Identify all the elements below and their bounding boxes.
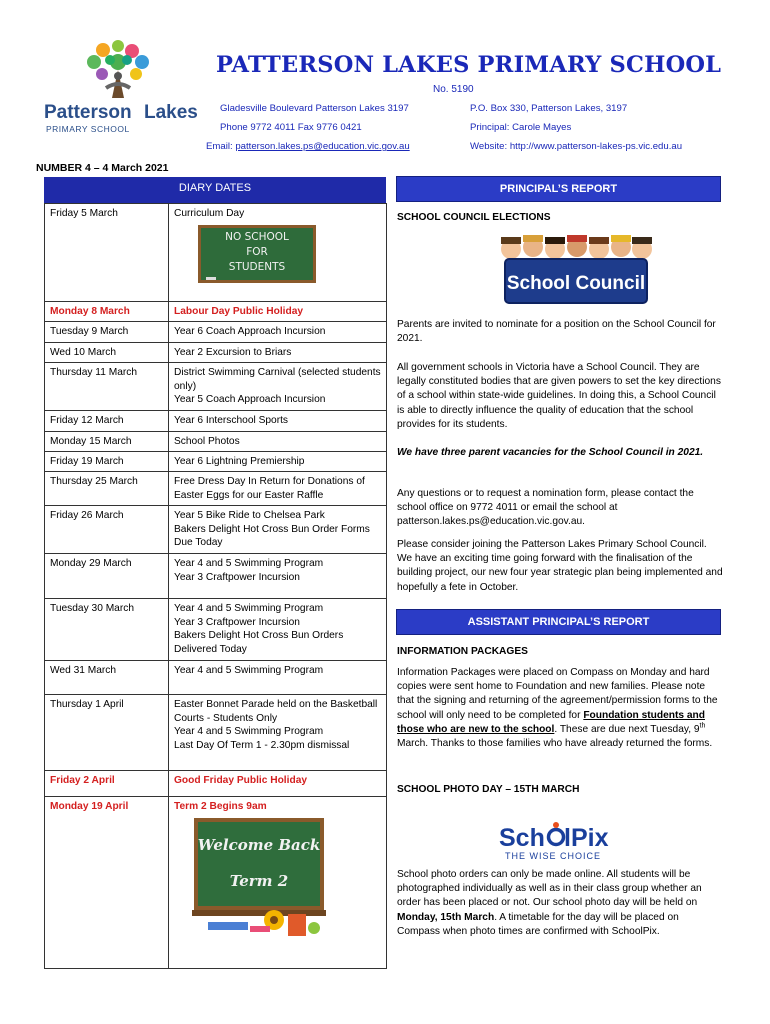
schoolpix-text-b: lPix <box>564 824 609 852</box>
school-council-sign: School Council <box>506 273 646 294</box>
chalk-line-1: NO SCHOOL <box>225 230 289 243</box>
phone-fax: Phone 9772 4011 Fax 9776 0421 <box>220 122 362 133</box>
diary-event: Good Friday Public Holiday <box>169 771 387 797</box>
diary-day: Wed 31 March <box>45 661 169 695</box>
diary-day: Friday 19 March <box>45 452 169 472</box>
photo-text-c: . A timetable for the day will be placed on Compass when photo times are confirmed with SchoolPix. <box>397 911 679 937</box>
diary-table <box>44 203 387 969</box>
table-row <box>45 599 387 661</box>
diary-event: Year 4 and 5 Swimming Program Year 3 Craftpower Incursion Bakers Delight Hot Cross Bun Orders Delivered Today <box>169 599 387 661</box>
school-council-heading: SCHOOL COUNCIL ELECTIONS <box>397 212 551 223</box>
diary-day: Monday 19 April <box>45 797 169 969</box>
table-row <box>45 302 387 322</box>
principal-paragraph-3 <box>397 446 723 460</box>
schoolpix-text-a: Sch <box>499 824 545 852</box>
table-row <box>45 695 387 771</box>
diary-day: Friday 2 April <box>45 771 169 797</box>
principal-paragraph-5: Please consider joining the Patterson Lakes Primary School Council. We have an exciting time going forward with the finalisation of the building project, our new four year strategic plan being implemented and hopefully a fete in October. <box>397 539 723 593</box>
diary-day: Thursday 25 March <box>45 472 169 506</box>
school-title: PATTERSON LAKES PRIMARY SCHOOL <box>216 52 722 78</box>
diary-day: Friday 5 March <box>45 204 169 302</box>
diary-day: Thursday 11 March <box>45 363 169 411</box>
diary-event: District Swimming Carnival (selected students only) Year 5 Coach Approach Incursion <box>169 363 387 411</box>
logo-subtitle: PRIMARY SCHOOL <box>46 124 130 134</box>
people-icon <box>501 235 652 259</box>
principal-paragraph-2: All government schools in Victoria have a School Council. They are legally constituted bodies that are given powers to set the key directions of a school within state-wide guidelines. In doing this, a School Council is able to directly influence the quality of education that the school provides for its students. <box>397 362 721 430</box>
table-row <box>45 472 387 506</box>
principal-name: Principal: Carole Mayes <box>470 122 572 133</box>
diary-day: Friday 12 March <box>45 411 169 432</box>
school-address: Gladesville Boulevard Patterson Lakes 3197 <box>220 103 409 114</box>
photo-text-date: Monday, 15th March <box>397 911 495 923</box>
photo-text-a: School photo orders can only be made online. All students will be photographed individually as well as in their class group whether an order has been placed or not. Our school photo day will be held on <box>397 869 702 909</box>
diary-event: Free Dress Day In Return for Donations of Easter Eggs for our Easter Raffle <box>169 472 387 506</box>
diary-day: Monday 29 March <box>45 554 169 599</box>
diary-day: Thursday 1 April <box>45 695 169 771</box>
diary-day: Tuesday 30 March <box>45 599 169 661</box>
photo-day-paragraph <box>397 868 723 939</box>
diary-event: Year 5 Bike Ride to Chelsea Park Bakers Delight Hot Cross Bun Order Forms Due Today <box>169 506 387 554</box>
chalk-line-2: FOR <box>246 245 268 258</box>
issue-number: NUMBER 4 – 4 March 2021 <box>36 162 169 174</box>
diary-day: Friday 26 March <box>45 506 169 554</box>
diary-event: Term 2 Begins 9am <box>174 801 267 812</box>
welcome-line-1: Welcome Back <box>197 835 321 854</box>
diary-day: Wed 10 March <box>45 343 169 363</box>
table-row <box>45 452 387 472</box>
diary-event: Easter Bonnet Parade held on the Basketball Courts - Students Only Year 4 and 5 Swimming Program Last Day Of Term 1 - 2.30pm dismissal <box>169 695 387 771</box>
po-box: P.O. Box 330, Patterson Lakes, 3197 <box>470 103 628 114</box>
table-row <box>45 661 387 695</box>
chalk-line-3: STUDENTS <box>228 260 286 273</box>
schoolpix-tagline: THE WISE CHOICE <box>504 851 602 861</box>
diary-day: Monday 8 March <box>45 302 169 322</box>
diary-day: Monday 15 March <box>45 432 169 452</box>
information-packages-heading: INFORMATION PACKAGES <box>397 646 528 657</box>
school-number: No. 5190 <box>433 84 474 95</box>
table-row <box>45 322 387 343</box>
diary-event: Year 4 and 5 Swimming Program <box>169 661 387 695</box>
welcome-back-chalkboard-icon <box>188 818 330 942</box>
diary-event-cell <box>169 204 387 302</box>
diary-event: Year 6 Interschool Sports <box>169 411 387 432</box>
welcome-line-2: Term 2 <box>229 871 289 890</box>
table-row <box>45 363 387 411</box>
website-link[interactable]: Website: http://www.patterson-lakes-ps.vic.edu.au <box>470 141 683 152</box>
schoolpix-logo <box>497 820 609 862</box>
diary-event: Year 2 Excursion to Briars <box>169 343 387 363</box>
diary-event: Year 4 and 5 Swimming Program Year 3 Craftpower Incursion <box>169 554 387 599</box>
email-link[interactable]: patterson.lakes.ps@education.vic.gov.au <box>235 141 410 152</box>
diary-event-cell <box>169 797 387 969</box>
table-row <box>45 432 387 452</box>
diary-event: Labour Day Public Holiday <box>169 302 387 322</box>
information-packages-paragraph <box>397 666 723 751</box>
diary-dates-header: DIARY DATES <box>44 177 386 203</box>
table-row <box>45 771 387 797</box>
table-row <box>45 204 387 302</box>
table-row <box>45 343 387 363</box>
info-text-a: Information Packages were placed on Compass on Monday and hard copies were sent home to Foundation and new families. Please note that the signing and returning of the agreement/permission forms to the school will only need to be completed for <box>397 667 718 721</box>
vacancies-text: We have three parent vacancies for the School Council in 2021. <box>397 447 704 458</box>
diary-event: Curriculum Day <box>174 208 245 219</box>
table-row <box>45 554 387 599</box>
logo-word-1: Patterson <box>44 102 132 123</box>
email-label: Email: <box>206 141 236 152</box>
school-photo-day-heading: SCHOOL PHOTO DAY – 15TH MARCH <box>397 784 580 795</box>
email-line <box>206 141 410 152</box>
no-school-chalkboard-icon <box>198 225 316 283</box>
diary-event: Year 6 Coach Approach Incursion <box>169 322 387 343</box>
info-text-c: . These are due next Tuesday, 9 <box>554 723 700 735</box>
table-row <box>45 797 387 969</box>
info-text-sup: th <box>699 722 706 730</box>
principal-paragraph-4: Any questions or to request a nomination form, please contact the school office on 9772 4011 or email the school at patterson.lakes.ps@education.vic.gov.au. <box>397 488 694 528</box>
diary-event: Year 6 Lightning Premiership <box>169 452 387 472</box>
table-row <box>45 411 387 432</box>
school-council-image <box>497 229 655 309</box>
table-row <box>45 506 387 554</box>
principals-report-header: PRINCIPAL’S REPORT <box>396 176 721 202</box>
diary-day: Tuesday 9 March <box>45 322 169 343</box>
logo-word-2: Lakes <box>144 102 198 123</box>
diary-event: School Photos <box>169 432 387 452</box>
info-text-emphasis: Foundation students and those who are new to the school <box>397 709 705 735</box>
assistant-principals-report-header: ASSISTANT PRINCIPAL’S REPORT <box>396 609 721 635</box>
info-text-d: March. Thanks to those families who have already returned the forms. <box>397 738 713 750</box>
principal-paragraph-1: Parents are invited to nominate for a position on the School Council for 2021. <box>397 319 716 345</box>
